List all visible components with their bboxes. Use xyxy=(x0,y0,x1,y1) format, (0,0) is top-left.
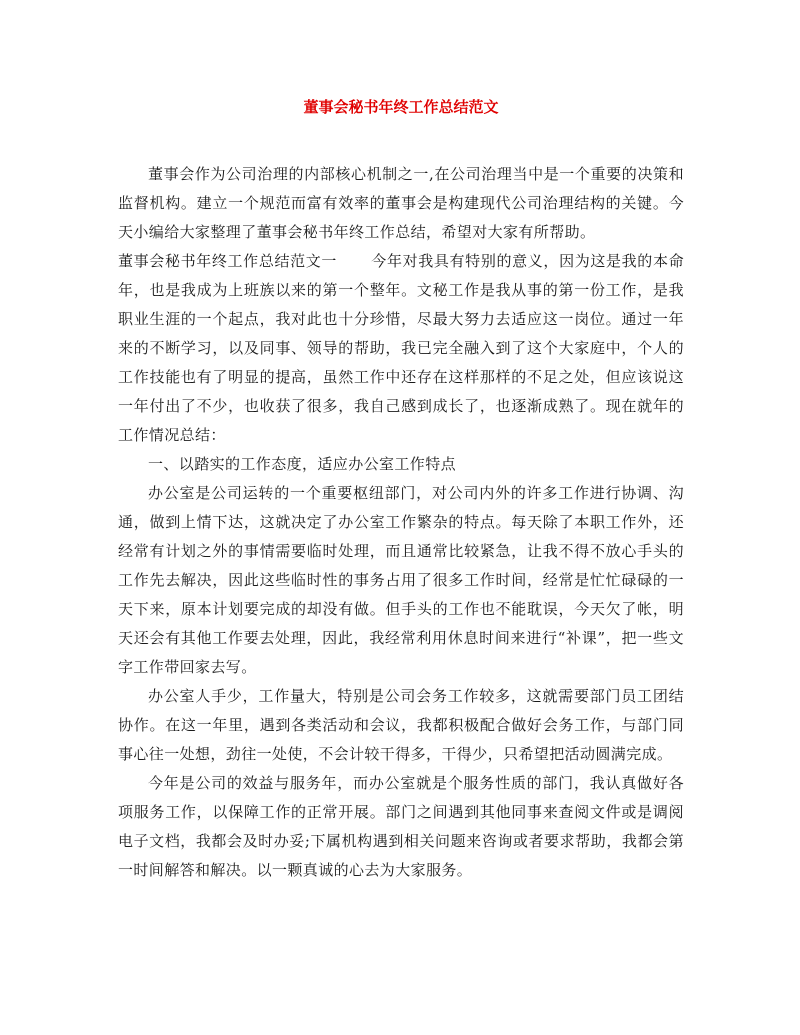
section-first-paragraph xyxy=(118,247,684,450)
section-label: 董事会秘书年终工作总结范文一 xyxy=(118,252,338,270)
document-title: 董事会秘书年终工作总结范文 xyxy=(303,98,499,116)
body-paragraph-1: 办公室是公司运转的一个重要枢纽部门，对公司内外的许多工作进行协调、沟通，做到上情下达，这就决定了办公室工作繁杂的特点。每天除了本职工作外，还经常有计划之外的事情需要临时处理，而且通常比较紧急，让我不得不放心手头的工作先去解决，因此这些临时性的事务占用了很多工作时间，经常是忙忙碌碌的一天下来，原本计划要完成的却没有做。但手头的工作也不能耽误，今天欠了帐，明天还会有其他工作要去处理，因此，我经常利用休息时间来进行“补课”，把一些文字工作带回家去写。 xyxy=(118,484,684,676)
body-paragraph-3: 今年是公司的效益与服务年，而办公室就是个服务性质的部门，我认真做好各项服务工作，以保障工作的正常开展。部门之间遇到其他同事来查阅文件或是调阅电子文档，我都会及时办妥;下属机构遇到相关问题来咨询或者要求帮助，我都会第一时间解答和解决。以一颗真诚的心去为大家服务。 xyxy=(118,774,684,879)
intro-paragraph: 董事会作为公司治理的内部核心机制之一,在公司治理当中是一个重要的决策和监督机构。建立一个规范而富有效率的董事会是构建现代公司治理结构的关键。今天小编给大家整理了董事会秘书年终工作总结，希望对大家有所帮助。 xyxy=(118,165,684,241)
body-paragraph-2: 办公室人手少，工作量大，特别是公司会务工作较多，这就需要部门员工团结协作。在这一年里，遇到各类活动和会议，我都积极配合做好会务工作，与部门同事心往一处想，劲往一处使，不会计较干得多，干得少，只希望把活动圆满完成。 xyxy=(118,687,684,763)
section-first-paragraph-text: 今年对我具有特别的意义，因为这是我的本命年，也是我成为上班族以来的第一个整年。文秘工作是我从事的第一份工作，是我职业生涯的一个起点，我对此也十分珍惜，尽最大努力去适应这一岗位。通过一年来的不断学习，以及同事、领导的帮助，我已完全融入到了这个大家庭中，个人的工作技能也有了明显的提高，虽然工作中还存在这样那样的不足之处，但应该说这一年付出了不少，也收获了很多，我自己感到成长了，也逐渐成熟了。现在就年的工作情况总结： xyxy=(118,252,684,444)
document-page xyxy=(118,96,684,885)
subheading: 一、以踏实的工作态度，适应办公室工作特点 xyxy=(148,455,457,473)
